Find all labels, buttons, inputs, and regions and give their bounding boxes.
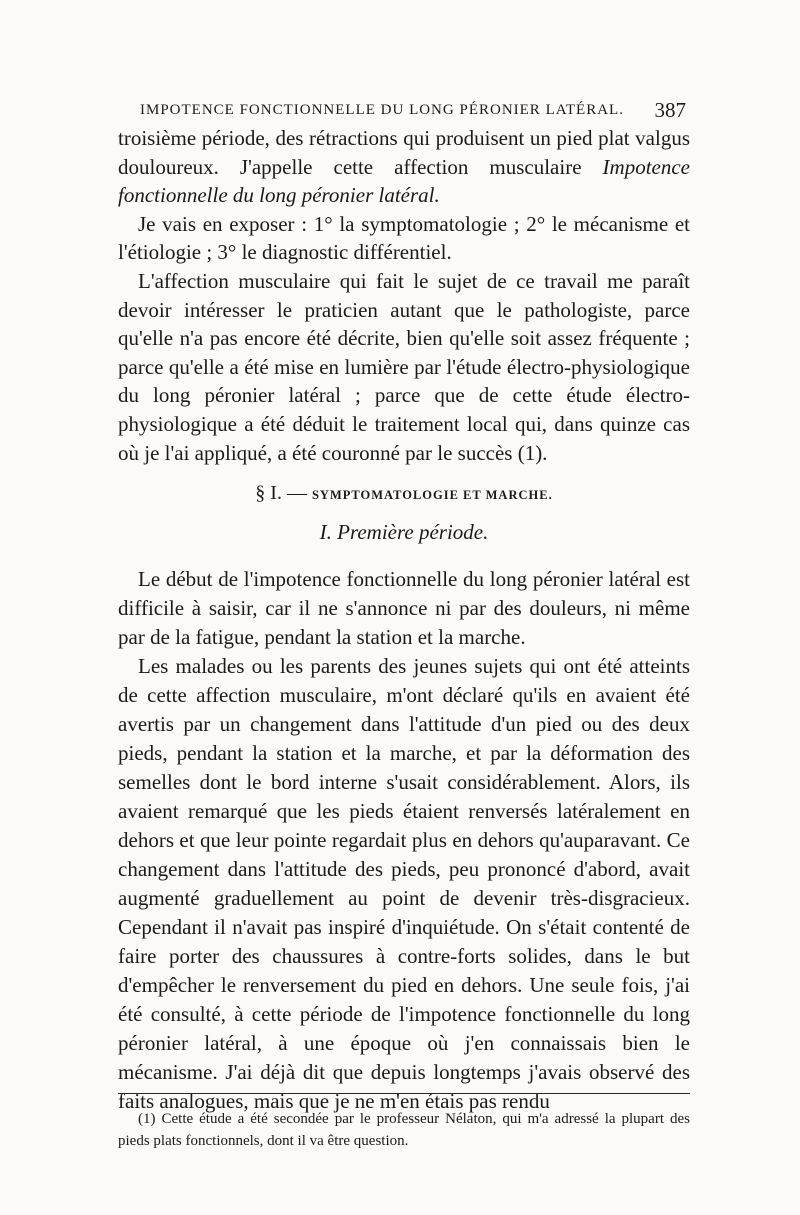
italic-term: Impotence fonctionnelle du long péronier latéral. xyxy=(118,154,690,208)
page-number: 387 xyxy=(654,98,686,122)
footnote-text: (1) Cette étude a été secondée par le professeur Nélaton, qui m'a adressé la plupart des pieds plats fonctionnels, dont il va être question. xyxy=(118,1111,690,1149)
paragraph: Les malades ou les parents des jeunes sujets qui ont été atteints de cette affection musculaire, m'ont déclaré qu'ils en avaient été avertis par un changement dans l'attitude d'un pied ou des deux pieds, pendant la station et la marche, et par la déformation des semelles dont le bord interne s'usait considérablement. Alors, ils avaient remarqué que les pieds étaient renversés latéralement en dehors et que leur pointe regardait plus en dehors qu'auparavant. Ce changement dans l'attitude des pieds, peu prononcé d'abord, avait augmenté graduellement au point de devenir très-disgracieux. Cependant il n'avait pas inspiré d'inquiétude. On s'était contenté de faire porter des chaussures à contre-forts solides, dans le but d'empêcher le renversement du pied en dehors. Une seule fois, j'ai été consulté, à cette période de l'impotence fonctionnelle du long péronier latéral, à une époque où j'en connaissais bien le mécanisme. J'ai déjà dit que depuis longtemps j'avais observé des faits analogues, mais que je ne m'en étais pas rendu xyxy=(118,654,690,1113)
running-title: IMPOTENCE FONCTIONNELLE DU LONG PÉRONIER LATÉRAL. xyxy=(140,102,624,118)
paragraph: L'affection musculaire qui fait le sujet de ce travail me paraît devoir intéresser le praticien autant que le pathologiste, parce qu'elle n'a pas encore été décrite, bien qu'elle soit assez fréquente ; parce qu'elle a été mise en lumière par l'étude électro-physiologique du long péronier latéral ; parce que de cette étude électro-physiologique a été déduit le traitement local qui, dans quinze cas où je l'ai appliqué, a été couronné par le succès (1). xyxy=(118,268,690,465)
paragraph-text: troisième période, des rétractions qui produisent un pied plat valgus douloureux. J'appelle cette affection musculaire xyxy=(118,126,690,179)
paragraph: Je vais en exposer : 1° la symptomatologie ; 2° le mécanisme et l'étiologie ; 3° le diagnostic différentiel. xyxy=(118,211,690,265)
section-body xyxy=(118,565,690,1116)
paragraph xyxy=(118,124,690,210)
paragraph: Le début de l'impotence fonctionnelle du long péronier latéral est difficile à saisir, car il ne s'annonce ni par des douleurs, ni même par de la fatigue, pendant la station et la marche. xyxy=(118,567,690,649)
section-mark: § I. — xyxy=(255,482,307,504)
running-header xyxy=(118,98,690,124)
footnote-divider xyxy=(118,1093,690,1094)
section-title: SYMPTOMATOLOGIE ET MARCHE. xyxy=(311,488,553,502)
subsection-heading: I. Première période. xyxy=(319,520,489,544)
section-heading xyxy=(118,482,690,505)
footnote xyxy=(118,1108,690,1152)
intro-text xyxy=(118,124,690,467)
